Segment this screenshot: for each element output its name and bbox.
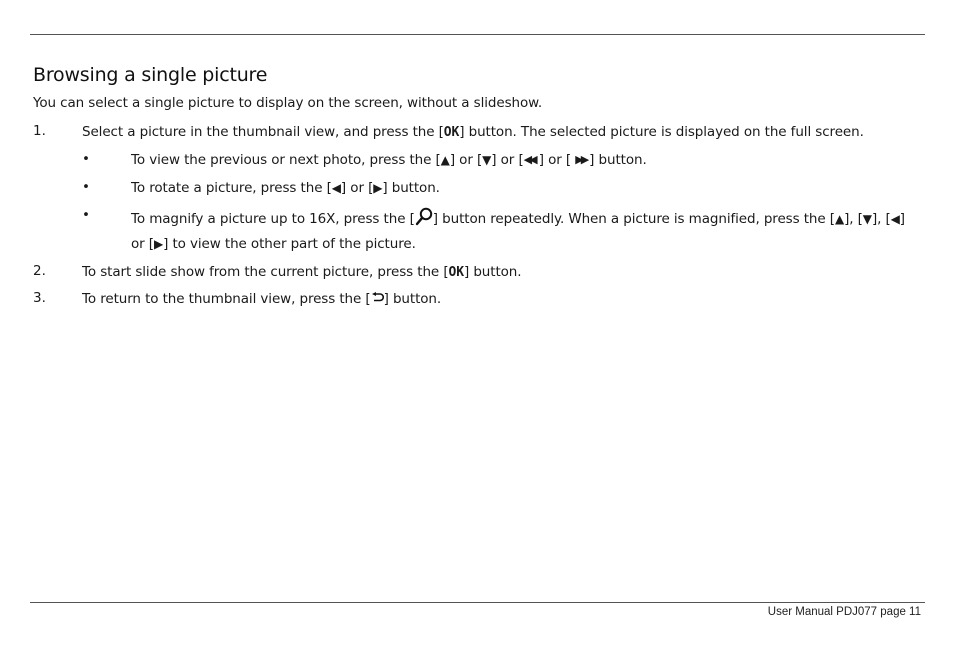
bullet-3-continuation: or [▶] to view the other part of the picture.	[131, 236, 416, 252]
section-heading: Browsing a single picture	[33, 64, 268, 86]
intro-paragraph: You can select a single picture to display on the screen, without a slideshow.	[33, 95, 543, 111]
step-2-text: To start slide show from the current picture, press the [OK] button.	[82, 264, 522, 280]
bullet-2-mark: •	[82, 179, 90, 195]
top-rule	[30, 34, 925, 35]
bullet-1-mark: •	[82, 151, 90, 167]
bottom-rule	[30, 602, 925, 603]
step-number-1: 1.	[33, 123, 46, 139]
magnifier-icon	[415, 207, 433, 227]
ok-button-label: OK	[448, 265, 464, 280]
step-number-3: 3.	[33, 290, 46, 306]
left-arrow-icon: ◀	[890, 212, 900, 226]
left-arrow-icon: ◀	[331, 181, 341, 195]
bullet-3-text: To magnify a picture up to 16X, press the [ ] button repeatedly. When a picture is magnified, press the [▲], [▼], [◀]	[131, 207, 905, 228]
down-arrow-icon: ▼	[482, 153, 492, 167]
ok-button-label: OK	[443, 125, 460, 140]
up-arrow-icon: ▲	[440, 153, 450, 167]
up-arrow-icon: ▲	[834, 212, 845, 226]
step-3-text: To return to the thumbnail view, press the [ ] button.	[82, 291, 442, 307]
step-number-2: 2.	[33, 263, 46, 279]
bullet-1-text: To view the previous or next photo, press the [▲] or [▼] or [◀◀ ] or [ ▶▶ ] button.	[131, 152, 647, 168]
return-arrow-icon	[371, 292, 384, 304]
page-footer: User Manual PDJ077 page 11	[767, 606, 921, 618]
step-1-text: Select a picture in the thumbnail view, and press the [OK] button. The selected picture is displayed on the full screen.	[82, 124, 864, 140]
rewind-icon: ◀◀	[523, 153, 535, 166]
right-arrow-icon: ▶	[373, 181, 383, 195]
down-arrow-icon: ▼	[862, 212, 872, 226]
right-arrow-icon: ▶	[153, 237, 164, 251]
bullet-2-text: To rotate a picture, press the [◀] or [▶] button.	[131, 180, 440, 196]
fast-forward-icon: ▶▶	[575, 153, 587, 166]
bullet-3-mark: •	[82, 207, 90, 223]
